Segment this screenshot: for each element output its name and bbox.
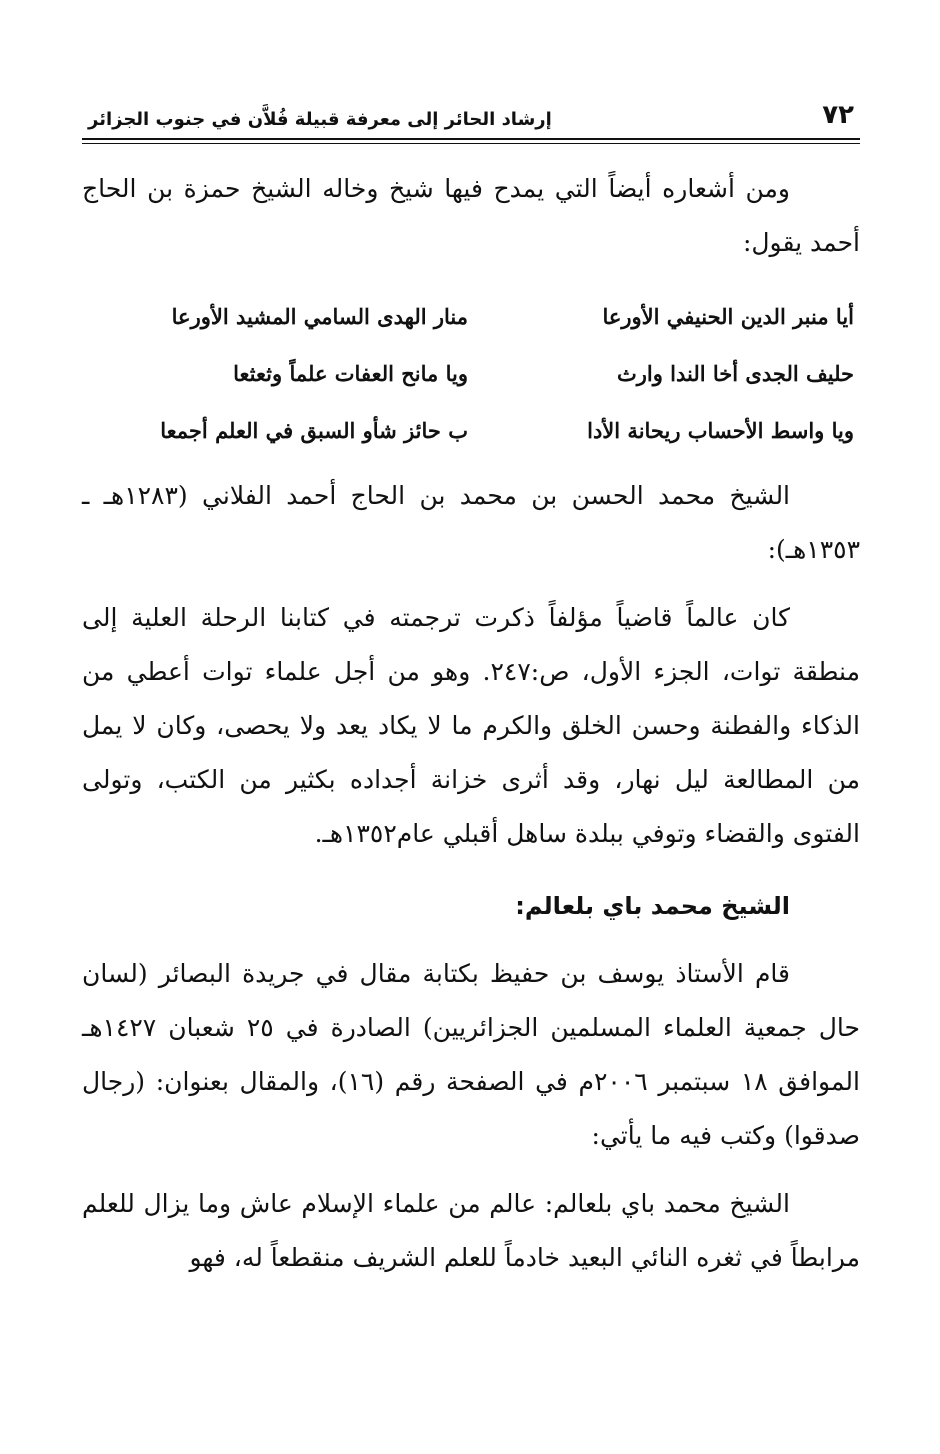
bio-paragraph: كان عالماً قاضياً مؤلفاً ذكرت ترجمته في كتابنا الرحلة العلية إلى منطقة توات، الجزء الأول، ص:٢٤٧. وهو من أجل علماء توات أعطي من الذكاء والفطنة وحسن الخلق والكرم ما لا يكاد يعد ولا يحصى، وكان لا يمل من المطالعة ليل نهار، وقد أثرى خزانة أجداده بكثير من الكتب، وتولى الفتوى والقضاء وتوفي ببلدة ساهل أقبلي عام١٣٥٢هـ. — [82, 603, 860, 848]
poem-verse — [88, 288, 854, 345]
bio-title-paragraph: الشيخ محمد الحسن بن محمد بن الحاج أحمد الفلاني (١٢٨٣هـ ـ ١٣٥٣هـ): — [82, 481, 860, 564]
intro-paragraph: ومن أشعاره أيضاً التي يمدح فيها شيخ وخاله الشيخ حمزة بن الحاج أحمد يقول: — [82, 174, 860, 257]
poem-verse — [88, 402, 854, 459]
closing-paragraph: الشيخ محمد باي بلعالم: عالم من علماء الإسلام عاش وما يزال للعلم مرابطاً في ثغره النائي البعيد خادماً للعلم الشريف منقطعاً له، فهو — [82, 1189, 860, 1272]
verse-second-hemistich: منار الهدى السامي المشيد الأورعا — [171, 304, 468, 329]
verse-second-hemistich: ب حائز شأو السبق في العلم أجمعا — [160, 418, 468, 443]
page-header — [82, 90, 860, 130]
section-heading: الشيخ محمد باي بلعالم: — [515, 892, 790, 920]
poem-verse — [88, 345, 854, 402]
verse-first-hemistich: ويا واسط الأحساب ريحانة الأدا — [587, 418, 854, 443]
verse-first-hemistich: حليف الجدى أخا الندا وارث — [616, 361, 854, 386]
page-number: ٧٢ — [822, 100, 854, 130]
article-paragraph: قام الأستاذ يوسف بن حفيظ بكتابة مقال في جريدة البصائر (لسان حال جمعية العلماء المسلمين الجزائريين) الصادرة في ٢٥ شعبان ١٤٢٧هـ الموافق ١٨ سبتمبر ٢٠٠٦م في الصفحة رقم (١٦)، والمقال بعنوان: (رجال صدقوا) وكتب فيه ما يأتي: — [82, 959, 861, 1150]
verse-first-hemistich: أيا منبر الدين الحنيفي الأورعا — [602, 304, 854, 329]
book-page — [82, 90, 860, 1285]
poem — [82, 288, 860, 459]
verse-second-hemistich: ويا مانح العفات علماً وثعثعا — [233, 361, 468, 386]
header-rule — [82, 138, 860, 140]
running-title: إرشاد الحائر إلى معرفة قبيلة فُلاَّن في جنوب الجزائر — [88, 109, 552, 130]
